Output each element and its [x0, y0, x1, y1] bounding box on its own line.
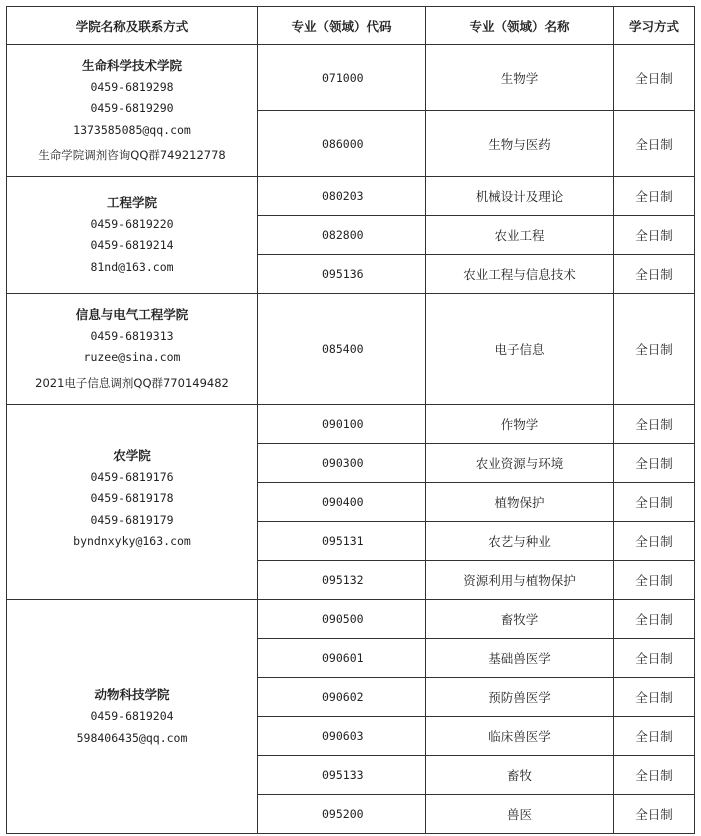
program-major: 农艺与种业: [426, 522, 614, 561]
program-code: 090100: [258, 405, 426, 444]
program-mode: 全日制: [614, 522, 695, 561]
program-major: 资源利用与植物保护: [426, 561, 614, 600]
contact-phone: 0459-6819298: [90, 79, 174, 94]
program-code: 095133: [258, 756, 426, 795]
contact-email: 81nd@163.com: [90, 259, 174, 274]
program-mode: 全日制: [614, 561, 695, 600]
program-major: 农业工程: [426, 216, 614, 255]
program-mode: 全日制: [614, 405, 695, 444]
program-major: 生物学: [426, 45, 614, 111]
program-code: 071000: [258, 45, 426, 111]
program-mode: 全日制: [614, 756, 695, 795]
program-major: 畜牧: [426, 756, 614, 795]
program-code: 080203: [258, 177, 426, 216]
contact-phone: 0459-6819313: [90, 328, 174, 343]
program-major: 农业资源与环境: [426, 444, 614, 483]
admissions-table: [6, 6, 695, 834]
program-major: 机械设计及理论: [426, 177, 614, 216]
table-row: [7, 405, 695, 444]
contact-email: 1373585085@qq.com: [73, 122, 191, 137]
contact-email: 598406435@qq.com: [76, 730, 188, 745]
school-cell: [7, 177, 258, 294]
school-cell: [7, 294, 258, 405]
program-code: 095131: [258, 522, 426, 561]
school-name: 信息与电气工程学院: [75, 306, 189, 322]
program-mode: 全日制: [614, 795, 695, 834]
program-code: 090603: [258, 717, 426, 756]
program-mode: 全日制: [614, 111, 695, 177]
program-major: 临床兽医学: [426, 717, 614, 756]
program-code: 090500: [258, 600, 426, 639]
program-mode: 全日制: [614, 216, 695, 255]
contact-email: byndnxyky@163.com: [73, 534, 191, 548]
contact-phone: 0459-6819176: [90, 469, 174, 484]
program-major: 生物与医药: [426, 111, 614, 177]
header-code: 专业（领域）代码: [258, 7, 426, 45]
program-code: 085400: [258, 294, 426, 405]
contact-qq-group: 生命学院调剂咨询QQ群749212778: [38, 148, 226, 162]
table-row: [7, 45, 695, 111]
program-major: 基础兽医学: [426, 639, 614, 678]
program-mode: 全日制: [614, 255, 695, 294]
program-mode: 全日制: [614, 678, 695, 717]
program-major: 兽医: [426, 795, 614, 834]
contact-phone: 0459-6819220: [90, 216, 174, 231]
program-mode: 全日制: [614, 717, 695, 756]
table-row: [7, 177, 695, 216]
contact-phone: 0459-6819214: [90, 238, 174, 253]
table-row: [7, 600, 695, 639]
school-cell: [7, 405, 258, 600]
program-mode: 全日制: [614, 600, 695, 639]
header-row: [7, 7, 695, 45]
program-mode: 全日制: [614, 45, 695, 111]
program-code: 090601: [258, 639, 426, 678]
header-major: 专业（领域）名称: [426, 7, 614, 45]
contact-qq-group: 2021电子信息调剂QQ群770149482: [35, 375, 229, 390]
program-major: 畜牧学: [426, 600, 614, 639]
school-cell: [7, 600, 258, 834]
program-code: 090400: [258, 483, 426, 522]
program-code: 095136: [258, 255, 426, 294]
contact-phone: 0459-6819290: [90, 101, 174, 115]
program-major: 电子信息: [426, 294, 614, 405]
header-school: 学院名称及联系方式: [7, 7, 258, 45]
contact-email: ruzee@sina.com: [83, 350, 181, 365]
contact-phone: 0459-6819178: [90, 491, 174, 505]
school-name: 工程学院: [106, 194, 157, 210]
program-mode: 全日制: [614, 294, 695, 405]
school-name: 动物科技学院: [94, 687, 170, 702]
program-code: 095200: [258, 795, 426, 834]
school-name: 生命科学技术学院: [81, 57, 182, 73]
program-mode: 全日制: [614, 444, 695, 483]
program-code: 090300: [258, 444, 426, 483]
program-code: 095132: [258, 561, 426, 600]
program-code: 086000: [258, 111, 426, 177]
contact-phone: 0459-6819179: [90, 512, 174, 527]
program-major: 作物学: [426, 405, 614, 444]
program-mode: 全日制: [614, 177, 695, 216]
table-row: [7, 294, 695, 405]
program-code: 090602: [258, 678, 426, 717]
program-major: 植物保护: [426, 483, 614, 522]
contact-phone: 0459-6819204: [90, 709, 174, 723]
header-mode: 学习方式: [614, 7, 695, 45]
program-mode: 全日制: [614, 483, 695, 522]
program-major: 农业工程与信息技术: [426, 255, 614, 294]
program-mode: 全日制: [614, 639, 695, 678]
school-name: 农学院: [113, 447, 151, 463]
school-cell: [7, 45, 258, 177]
program-code: 082800: [258, 216, 426, 255]
program-major: 预防兽医学: [426, 678, 614, 717]
